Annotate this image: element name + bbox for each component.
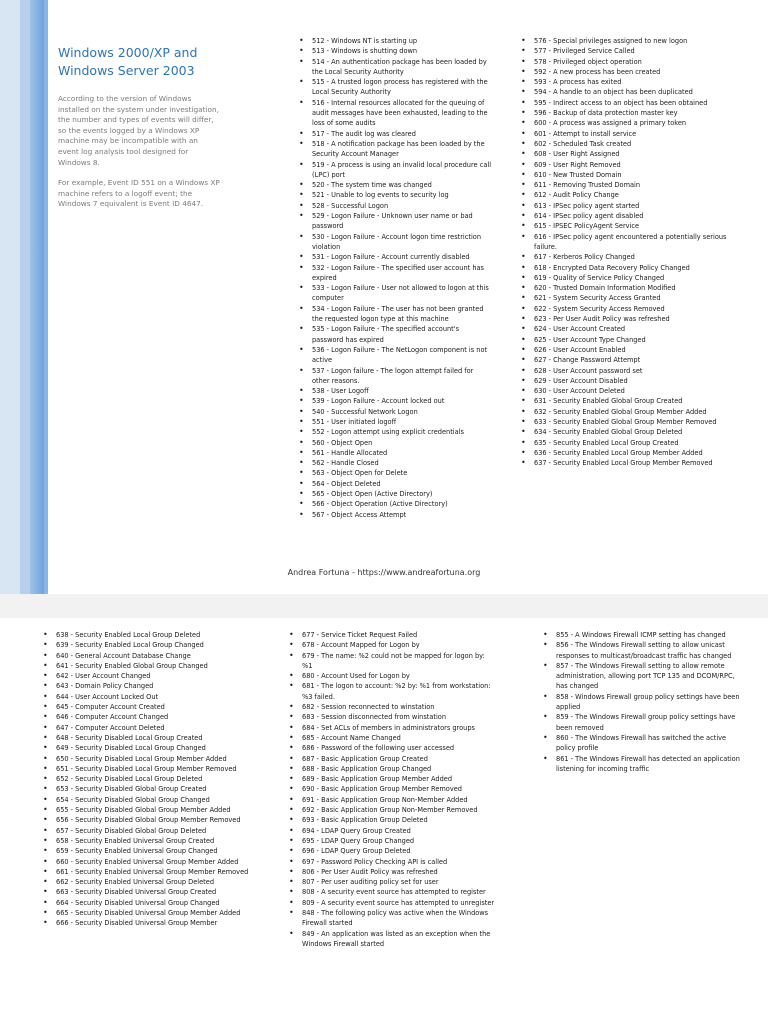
event-list-item: • 684 - Set ACLs of members in administrators groups: [286, 723, 496, 733]
sidebar-title-line: Windows 2000/XP and: [58, 45, 198, 60]
page-footer: [0, 568, 768, 577]
event-list-item: • 641 - Security Enabled Global Group Changed: [40, 661, 250, 671]
footer-credit: Andrea Fortuna - https://www.andreafortuna.org: [287, 568, 481, 577]
event-list-item: • 678 - Account Mapped for Logon by: [286, 640, 496, 650]
event-list-item: • 534 - Logon Failure - The user has not been granted the requested logon type at this machine: [296, 304, 492, 325]
event-list-item: • 695 - LDAP Query Group Changed: [286, 836, 496, 846]
event-list-item: • 528 - Successful Logon: [296, 201, 492, 211]
event-list-item: • 622 - System Security Access Removed: [518, 304, 728, 314]
event-list-item: • 630 - User Account Deleted: [518, 386, 728, 396]
event-list-item: • 536 - Logon Failure - The NetLogon component is not active: [296, 345, 492, 366]
event-list: [518, 36, 728, 468]
event-column: [540, 630, 740, 774]
event-list-item: • 686 - Password of the following user accessed: [286, 743, 496, 753]
event-list-item: • 540 - Successful Network Logon: [296, 407, 492, 417]
event-list-item: • 617 - Kerberos Policy Changed: [518, 252, 728, 262]
event-list-item: • 809 - A security event source has attempted to unregister: [286, 898, 496, 908]
event-list-item: • 658 - Security Enabled Universal Group Created: [40, 836, 250, 846]
event-list-item: • 529 - Logon Failure - Unknown user name or bad password: [296, 211, 492, 232]
event-list-item: • 538 - User Logoff: [296, 386, 492, 396]
event-list-item: • 514 - An authentication package has been loaded by the Local Security Authority: [296, 57, 492, 78]
event-list-item: • 638 - Security Enabled Local Group Deleted: [40, 630, 250, 640]
event-list-item: • 563 - Object Open for Delete: [296, 468, 492, 478]
event-list-item: • 608 - User Right Assigned: [518, 149, 728, 159]
decorative-stripe: [0, 0, 20, 594]
event-list-item: • 859 - The Windows Firewall group policy settings have been removed: [540, 712, 740, 733]
event-list-item: • 691 - Basic Application Group Non-Member Added: [286, 795, 496, 805]
event-list-item: • 593 - A process has exited: [518, 77, 728, 87]
event-list-item: • 601 - Attempt to install service: [518, 129, 728, 139]
event-list-item: • 620 - Trusted Domain Information Modified: [518, 283, 728, 293]
event-list-item: • 689 - Basic Application Group Member Added: [286, 774, 496, 784]
event-list-item: • 634 - Security Enabled Global Group Deleted: [518, 427, 728, 437]
event-list-item: • 624 - User Account Created: [518, 324, 728, 334]
page-separator: [0, 594, 768, 618]
event-list-item: • 611 - Removing Trusted Domain: [518, 180, 728, 190]
event-list-item: • 693 - Basic Application Group Deleted: [286, 815, 496, 825]
event-list-item: • 577 - Privileged Service Called: [518, 46, 728, 56]
event-list-item: • 655 - Security Disabled Global Group Member Added: [40, 805, 250, 815]
event-list-item: • 539 - Logon Failure - Account locked out: [296, 396, 492, 406]
event-list-item: • 520 - The system time was changed: [296, 180, 492, 190]
event-list-item: • 564 - Object Deleted: [296, 479, 492, 489]
event-list-item: • 533 - Logon Failure - User not allowed to logon at this computer: [296, 283, 492, 304]
event-list-item: • 636 - Security Enabled Local Group Member Added: [518, 448, 728, 458]
event-column: [40, 630, 250, 929]
event-list-item: • 806 - Per User Audit Policy was refreshed: [286, 867, 496, 877]
event-list-item: • 677 - Service Ticket Request Failed: [286, 630, 496, 640]
event-list-item: • 616 - IPSec policy agent encountered a potentially serious failure.: [518, 232, 728, 253]
event-list-item: • 565 - Object Open (Active Directory): [296, 489, 492, 499]
event-list-item: • 566 - Object Operation (Active Directory): [296, 499, 492, 509]
sidebar-title-line: Windows Server 2003: [58, 63, 195, 78]
event-list-item: • 552 - Logon attempt using explicit credentials: [296, 427, 492, 437]
sidebar-text: [58, 44, 220, 220]
event-list-item: • 647 - Computer Account Deleted: [40, 723, 250, 733]
event-list-item: • 856 - The Windows Firewall setting to allow unicast responses to multicast/broadcast traffic has changed: [540, 640, 740, 661]
event-list-item: • 808 - A security event source has attempted to register: [286, 887, 496, 897]
event-column: [518, 36, 728, 468]
event-list: [286, 630, 496, 949]
event-list-item: • 600 - A process was assigned a primary token: [518, 118, 728, 128]
event-list-item: • 615 - IPSEC PolicyAgent Service: [518, 221, 728, 231]
event-list-item: • 515 - A trusted logon process has registered with the Local Security Authority: [296, 77, 492, 98]
event-list-item: • 680 - Account Used for Logon by: [286, 671, 496, 681]
event-list-item: • 637 - Security Enabled Local Group Member Removed: [518, 458, 728, 468]
event-list-item: • 632 - Security Enabled Global Group Member Added: [518, 407, 728, 417]
event-column: [286, 630, 496, 949]
event-list-item: • 653 - Security Disabled Global Group Created: [40, 784, 250, 794]
event-list-item: • 631 - Security Enabled Global Group Created: [518, 396, 728, 406]
event-list-item: • 625 - User Account Type Changed: [518, 335, 728, 345]
event-list-item: • 857 - The Windows Firewall setting to allow remote administration, allowing port TCP 135 and DCOM/RPC, has changed: [540, 661, 740, 692]
event-list-item: • 662 - Security Enabled Universal Group Deleted: [40, 877, 250, 887]
event-list-item: • 849 - An application was listed as an exception when the Windows Firewall started: [286, 929, 496, 950]
event-list-item: • 627 - Change Password Attempt: [518, 355, 728, 365]
event-list-item: • 681 - The logon to account: %2 by: %1 from workstation: %3 failed.: [286, 681, 496, 702]
event-list-item: • 688 - Basic Application Group Changed: [286, 764, 496, 774]
event-list-item: • 639 - Security Enabled Local Group Changed: [40, 640, 250, 650]
event-list-item: • 692 - Basic Application Group Non-Member Removed: [286, 805, 496, 815]
event-list-item: • 696 - LDAP Query Group Deleted: [286, 846, 496, 856]
event-list-item: • 807 - Per user auditing policy set for user: [286, 877, 496, 887]
event-list-item: • 855 - A Windows Firewall ICMP setting has changed: [540, 630, 740, 640]
event-list-item: • 519 - A process is using an invalid local procedure call (LPC) port: [296, 160, 492, 181]
event-list-item: • 521 - Unable to log events to security log: [296, 190, 492, 200]
event-list-item: • 576 - Special privileges assigned to new logon: [518, 36, 728, 46]
event-list-item: • 654 - Security Disabled Global Group Changed: [40, 795, 250, 805]
event-list-item: • 656 - Security Disabled Global Group Member Removed: [40, 815, 250, 825]
event-list-item: • 516 - Internal resources allocated for the queuing of audit messages have been exhausted, leading to the loss of some audits: [296, 98, 492, 129]
event-list-item: • 602 - Scheduled Task created: [518, 139, 728, 149]
event-list-item: • 560 - Object Open: [296, 438, 492, 448]
event-list-item: • 613 - IPSec policy agent started: [518, 201, 728, 211]
event-list-item: • 690 - Basic Application Group Member Removed: [286, 784, 496, 794]
event-list: [40, 630, 250, 929]
event-list-item: • 860 - The Windows Firewall has switched the active policy profile: [540, 733, 740, 754]
event-list-item: • 661 - Security Enabled Universal Group Member Removed: [40, 867, 250, 877]
event-list-item: • 697 - Password Policy Checking API is called: [286, 857, 496, 867]
sidebar-paragraph: For example, Event ID 551 on a Windows XP machine refers to a logoff event; the Windows 7 equivalent is Event ID 4647.: [58, 178, 220, 209]
event-list-item: • 621 - System Security Access Granted: [518, 293, 728, 303]
event-list-item: • 651 - Security Disabled Local Group Member Removed: [40, 764, 250, 774]
event-list-item: • 848 - The following policy was active when the Windows Firewall started: [286, 908, 496, 929]
event-list-item: • 645 - Computer Account Created: [40, 702, 250, 712]
event-list-item: • 666 - Security Disabled Universal Group Member: [40, 918, 250, 928]
decorative-stripe: [30, 0, 44, 594]
event-list-item: • 646 - Computer Account Changed: [40, 712, 250, 722]
event-list-item: • 535 - Logon Failure - The specified account's password has expired: [296, 324, 492, 345]
event-list-item: • 532 - Logon Failure - The specified user account has expired: [296, 263, 492, 284]
event-list-item: • 861 - The Windows Firewall has detected an application listening for incoming traffic: [540, 754, 740, 775]
event-list-item: • 537 - Logon failure - The logon attempt failed for other reasons.: [296, 366, 492, 387]
event-list-item: • 665 - Security Disabled Universal Group Member Added: [40, 908, 250, 918]
event-list-item: • 635 - Security Enabled Local Group Created: [518, 438, 728, 448]
document-page-2: [0, 618, 768, 1024]
event-list-item: • 517 - The audit log was cleared: [296, 129, 492, 139]
event-list-item: • 623 - Per User Audit Policy was refreshed: [518, 314, 728, 324]
decorative-stripe: [44, 0, 48, 594]
event-list-item: • 619 - Quality of Service Policy Changed: [518, 273, 728, 283]
event-list-item: • 657 - Security Disabled Global Group Deleted: [40, 826, 250, 836]
event-list-item: • 659 - Security Enabled Universal Group Changed: [40, 846, 250, 856]
event-list-item: • 551 - User initiated logoff: [296, 417, 492, 427]
event-list-item: • 561 - Handle Allocated: [296, 448, 492, 458]
event-list-item: • 643 - Domain Policy Changed: [40, 681, 250, 691]
event-list-item: • 648 - Security Disabled Local Group Created: [40, 733, 250, 743]
event-list-item: • 610 - New Trusted Domain: [518, 170, 728, 180]
event-list-item: • 612 - Audit Policy Change: [518, 190, 728, 200]
event-list-item: • 685 - Account Name Changed: [286, 733, 496, 743]
event-list-item: • 626 - User Account Enabled: [518, 345, 728, 355]
event-list-item: • 633 - Security Enabled Global Group Member Removed: [518, 417, 728, 427]
event-list-item: • 629 - User Account Disabled: [518, 376, 728, 386]
decorative-stripe: [20, 0, 30, 594]
event-list-item: • 858 - Windows Firewall group policy settings have been applied: [540, 692, 740, 713]
event-list-item: • 567 - Object Access Attempt: [296, 510, 492, 520]
event-list-item: • 594 - A handle to an object has been duplicated: [518, 87, 728, 97]
event-list-item: • 642 - User Account Changed: [40, 671, 250, 681]
event-list-item: • 683 - Session disconnected from winstation: [286, 712, 496, 722]
event-list-item: • 609 - User Right Removed: [518, 160, 728, 170]
event-list-item: • 664 - Security Disabled Universal Group Changed: [40, 898, 250, 908]
event-list: [296, 36, 492, 520]
event-list-item: • 679 - The name: %2 could not be mapped for logon by: %1: [286, 651, 496, 672]
event-list-item: • 518 - A notification package has been loaded by the Security Account Manager: [296, 139, 492, 160]
event-list-item: • 694 - LDAP Query Group Created: [286, 826, 496, 836]
event-list-item: • 530 - Logon Failure - Account logon time restriction violation: [296, 232, 492, 253]
sidebar-title: [58, 44, 220, 80]
event-list-item: • 652 - Security Disabled Local Group Deleted: [40, 774, 250, 784]
event-list-item: • 687 - Basic Application Group Created: [286, 754, 496, 764]
event-list-item: • 614 - IPSec policy agent disabled: [518, 211, 728, 221]
event-list-item: • 650 - Security Disabled Local Group Member Added: [40, 754, 250, 764]
event-list-item: • 596 - Backup of data protection master key: [518, 108, 728, 118]
event-list-item: • 644 - User Account Locked Out: [40, 692, 250, 702]
event-list-item: • 592 - A new process has been created: [518, 67, 728, 77]
event-list-item: • 663 - Security Disabled Universal Group Created: [40, 887, 250, 897]
event-list-item: • 531 - Logon Failure - Account currently disabled: [296, 252, 492, 262]
event-list-item: • 628 - User Account password set: [518, 366, 728, 376]
event-list-item: • 562 - Handle Closed: [296, 458, 492, 468]
event-list-item: • 513 - Windows is shutting down: [296, 46, 492, 56]
event-list-item: • 512 - Windows NT is starting up: [296, 36, 492, 46]
event-list-item: • 649 - Security Disabled Local Group Changed: [40, 743, 250, 753]
sidebar-paragraph: According to the version of Windows installed on the system under investigation, the number and types of events will differ, so the events logged by a Windows XP machine may be incompatible with an event log analysis tool designed for Windows 8.: [58, 94, 219, 167]
event-list-item: • 578 - Privileged object operation: [518, 57, 728, 67]
event-list-item: • 640 - General Account Database Change: [40, 651, 250, 661]
event-list-item: • 660 - Security Enabled Universal Group Member Added: [40, 857, 250, 867]
event-list-item: • 682 - Session reconnected to winstation: [286, 702, 496, 712]
event-list-item: • 595 - Indirect access to an object has been obtained: [518, 98, 728, 108]
event-list: [540, 630, 740, 774]
event-column: [296, 36, 492, 520]
event-list-item: • 618 - Encrypted Data Recovery Policy Changed: [518, 263, 728, 273]
